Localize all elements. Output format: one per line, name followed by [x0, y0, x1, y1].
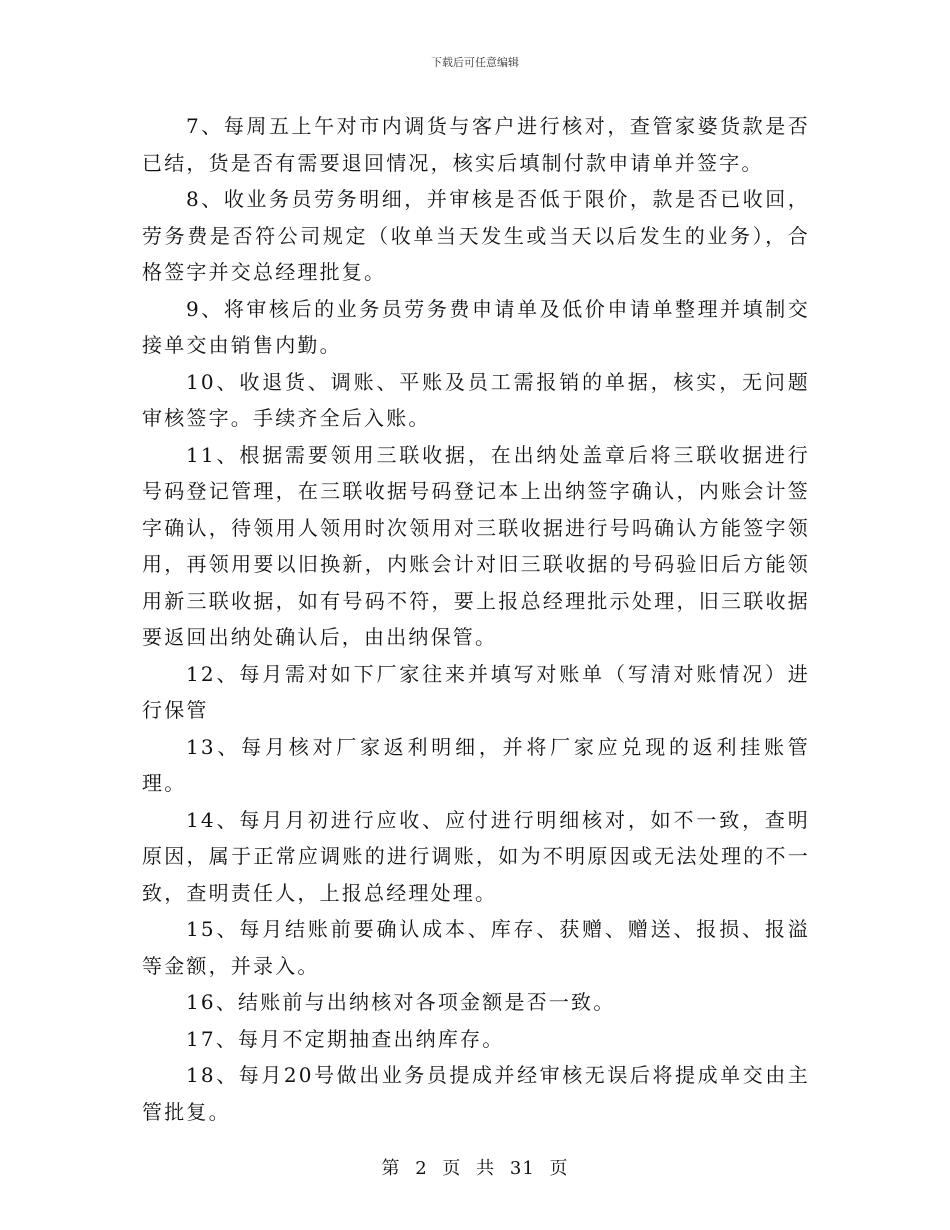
paragraph-13: 13、每月核对厂家返利明细，并将厂家应兑现的返利挂账管理。 [142, 734, 810, 795]
paragraph-11: 11、根据需要领用三联收据，在出纳处盖章后将三联收据进行号码登记管理，在三联收据号码登记本上出纳签字确认，内账会计签字确认，待领用人领用时次领用对三联收据进行号吗确认方能签字领用，再领用要以旧换新，内账会计对旧三联收据的号码验旧后方能领用新三联收据，如有号码不符，要上报总经理批示处理，旧三联收据要返回出纳处确认后，由出纳保管。 [142, 442, 810, 649]
paragraph-14: 14、每月月初进行应收、应付进行明细核对，如不一致，查明原因，属于正常应调账的进行调账，如为不明原因或无法处理的不一致，查明责任人，上报总经理处理。 [142, 807, 810, 905]
paragraph-8: 8、收业务员劳务明细，并审核是否低于限价，款是否已收回，劳务费是否符公司规定（收单当天发生或当天以后发生的业务），合格签字并交总经理批复。 [142, 187, 810, 284]
paragraph-9: 9、将审核后的业务员劳务费申请单及低价申请单整理并填制交接单交由销售内勤。 [142, 296, 810, 357]
paragraph-12: 12、每月需对如下厂家往来并填写对账单（写清对账情况）进行保管 [142, 661, 810, 722]
footer-suffix: 页 [549, 1158, 569, 1179]
page-footer [0, 1154, 950, 1180]
paragraph-18: 18、每月20号做出业务员提成并经审核无误后将提成单交由主管批复。 [142, 1063, 810, 1124]
document-body [142, 108, 810, 1130]
footer-page-word: 页 [442, 1158, 462, 1179]
paragraph-15: 15、每月结账前要确认成本、库存、获赠、赠送、报损、报溢等金额，并录入。 [142, 917, 810, 978]
total-pages: 31 [509, 1158, 535, 1179]
paragraph-10: 10、收退货、调账、平账及员工需报销的单据，核实，无问题审核签字。手续齐全后入账。 [142, 369, 810, 430]
paragraph-7: 7、每周五上午对市内调货与客户进行核对，查管家婆货款是否已结，货是否有需要退回情况，核实后填制付款申请单并签字。 [142, 114, 810, 175]
paragraph-17: 17、每月不定期抽查出纳库存。 [186, 1026, 505, 1051]
page-number: 2 [415, 1158, 428, 1179]
page-header: 下载后可任意编辑 [431, 56, 519, 69]
footer-prefix: 第 [381, 1158, 401, 1179]
paragraph-16: 16、结账前与出纳核对各项金额是否一致。 [186, 990, 616, 1014]
footer-total-prefix: 共 [476, 1158, 496, 1179]
